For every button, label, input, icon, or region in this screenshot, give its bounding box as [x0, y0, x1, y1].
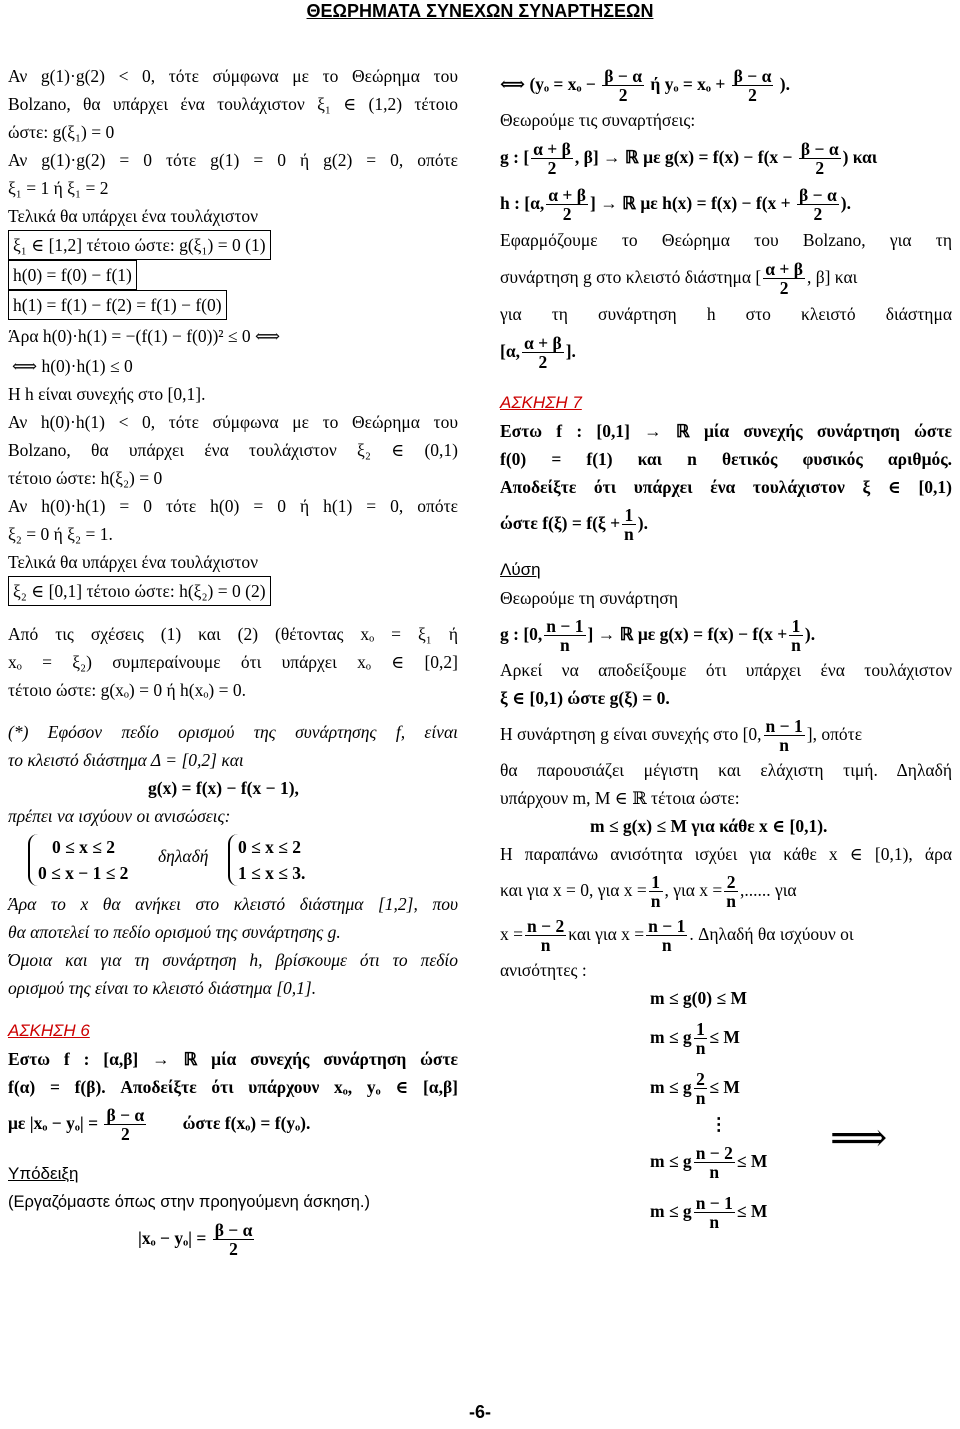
inequality-list	[500, 984, 952, 1236]
text-line: Από τις σχέσεις (1) και (2) (θέτοντας xₒ = ξ₁ ή	[8, 624, 458, 644]
fraction	[544, 617, 585, 654]
fraction-denominator: n	[709, 1212, 720, 1233]
formula-part: h : [α,	[500, 193, 545, 213]
fraction-numerator: 1	[622, 506, 636, 525]
fraction-denominator: n	[791, 635, 801, 656]
inequality	[650, 1136, 952, 1186]
fraction	[525, 917, 566, 954]
formula-part: , για x =	[664, 880, 723, 900]
exercise-line: f(α) = f(β). Αποδείξτε ότι υπάρχουν xₒ, yₒ ∈ [α,β]	[8, 1077, 458, 1097]
fraction	[104, 1106, 146, 1143]
fraction	[522, 334, 564, 371]
implies-arrow-icon: ⟹	[830, 1115, 888, 1160]
fraction-denominator: 2	[562, 204, 572, 225]
note-line: ορισμού της είναι το κλειστό διάστημα [0,1].	[8, 978, 317, 998]
exercise-line: με |xₒ − yₒ| =	[8, 1113, 99, 1133]
text-line: Τελικά θα υπάρχει ένα τουλάχιστον	[8, 552, 259, 572]
fraction-numerator: 2	[694, 1070, 708, 1089]
formula-part: . Δηλαδή θα ισχύουν οι	[689, 924, 854, 944]
fraction	[799, 140, 841, 177]
formula-part: ,...... για	[739, 880, 797, 900]
fraction-denominator: n	[695, 1038, 706, 1059]
exercise-line: f(0) = f(1) και n θετικός φυσικός αριθμός.	[500, 449, 952, 469]
text-line: Θεωρούμε τις συναρτήσεις:	[500, 110, 696, 130]
text-line: ξ₁ = 1 ή ξ₁ = 2	[8, 178, 109, 198]
fraction	[694, 1144, 735, 1181]
fraction-numerator: 2	[724, 873, 738, 892]
fraction-numerator: 1	[649, 873, 663, 892]
fraction-denominator: n	[624, 524, 634, 545]
note-line: το κλειστό διάστημα Δ = [0,2] και	[8, 750, 244, 770]
formula-part: ).	[637, 513, 648, 533]
fraction-denominator: n	[650, 891, 661, 912]
fraction-numerator: β − α	[800, 139, 839, 160]
formula-part: ⟺ (yₒ = xₒ −	[500, 74, 596, 94]
fraction	[213, 1221, 255, 1258]
formula-part: Η συνάρτηση g είναι συνεχής στο [0,	[500, 724, 762, 744]
formula-part: , β] και	[806, 267, 858, 287]
fraction-numerator: β − α	[214, 1220, 253, 1241]
text-line: ⟺ h(0)·h(1) ≤ 0	[12, 356, 133, 376]
formula-part: ].	[565, 341, 576, 361]
fraction-numerator: n − 2	[695, 1143, 733, 1164]
formula-part: g : [	[500, 147, 530, 167]
formula-part: m ≤ g	[650, 1201, 692, 1221]
fraction-numerator: 1	[789, 617, 803, 636]
system-line: 1 ≤ x ≤ 3.	[238, 863, 306, 883]
inequality	[650, 1062, 952, 1112]
inequality	[650, 1186, 952, 1236]
system-line: 0 ≤ x ≤ 2	[238, 837, 301, 857]
solution-heading: Λύση	[500, 560, 541, 579]
system-line: 0 ≤ x − 1 ≤ 2	[38, 863, 129, 883]
inequality: m ≤ g(0) ≤ M	[650, 988, 747, 1008]
fraction	[531, 140, 573, 177]
fraction-denominator: 2	[538, 352, 548, 373]
formula-part: , β] → ℝ με g(x) = f(x) − f(x −	[574, 147, 793, 167]
text-line: υπάρχουν m, M ∈ ℝ τέτοια ώστε:	[500, 788, 740, 808]
formula-part: συνάρτηση g στο κλειστό διάστημα [	[500, 267, 762, 287]
fraction-denominator: 2	[779, 278, 789, 299]
fraction-numerator: 1	[694, 1020, 708, 1039]
boxed-result-1: ξ₁ ∈ [1,2] τέτοιο ώστε: g(ξ₁) = 0 (1)	[8, 230, 271, 260]
system-b	[228, 834, 305, 886]
system-line: 0 ≤ x ≤ 2	[52, 837, 115, 857]
formula-part: ).	[840, 193, 851, 213]
formula-part: [α,	[500, 341, 520, 361]
fraction-denominator: 2	[229, 1239, 238, 1260]
note-line: Άρα το x θα ανήκει στο κλειστό διάστημα [1,2], που	[8, 894, 458, 914]
text-line: Αρκεί να αποδείξουμε ότι υπάρχει ένα τουλάχιστον	[500, 660, 952, 680]
text-line: τέτοιο ώστε: g(xₒ) = 0 ή h(xₒ) = 0.	[8, 680, 246, 700]
text-line: Η h είναι συνεχής στο [0,1].	[8, 384, 206, 404]
fraction-denominator: n	[661, 935, 672, 956]
formula-part: και για x = 0, για x =	[500, 880, 647, 900]
formula-part: ≤ M	[736, 1151, 768, 1171]
note-line: (*) Εφόσον πεδίο ορισμού της συνάρτησης f, είναι	[8, 722, 458, 742]
fraction-numerator: n − 1	[648, 916, 686, 937]
fraction-denominator: n	[709, 1162, 720, 1183]
exercise-6-heading: ΑΣΚΗΣΗ 6	[8, 1021, 90, 1040]
fraction-numerator: β − α	[733, 66, 772, 87]
formula-part: x =	[500, 924, 523, 944]
formula-part: και για x =	[568, 924, 645, 944]
note-line: θα αποτελεί το πεδίο ορισμού της συνάρτησης g.	[8, 922, 341, 942]
fraction	[602, 67, 644, 104]
formula-part: ) και	[842, 147, 878, 167]
fraction-denominator: n	[560, 635, 570, 656]
fraction-denominator: n	[779, 735, 790, 756]
exercise-line: Αποδείξτε ότι υπάρχει ένα τουλάχιστον ξ ∈ [0,1)	[500, 477, 952, 497]
text-line: Αν h(0)·h(1) = 0 τότε h(0) = 0 ή h(1) = 0, οπότε	[8, 496, 458, 516]
hint-formula: |xₒ − yₒ| =	[138, 1228, 207, 1248]
fraction-numerator: α + β	[548, 185, 586, 206]
formula-part: m ≤ g	[650, 1077, 692, 1097]
fraction	[622, 506, 636, 543]
fraction	[694, 1194, 735, 1231]
formula-part: ], οπότε	[806, 724, 863, 744]
fraction-denominator: n	[540, 935, 551, 956]
fraction-denominator: 2	[813, 204, 823, 225]
fraction-denominator: n	[726, 891, 736, 912]
hint-heading: Υπόδειξη	[8, 1164, 79, 1183]
fraction-numerator: n − 1	[546, 616, 584, 637]
text-line: Τελικά θα υπάρχει ένα τουλάχιστον	[8, 206, 259, 226]
system-a	[28, 834, 128, 886]
boxed-h1: h(1) = f(1) − f(2) = f(1) − f(0)	[8, 290, 227, 320]
text-line: xₒ = ξ₂) συμπεραίνουμε ότι υπάρχει xₒ ∈ [0,2]	[8, 652, 458, 672]
fraction	[764, 717, 805, 754]
page-title: ΘΕΩΡΗΜΑΤΑ ΣΥΝΕΧΩΝ ΣΥΝΑΡΤΗΣΕΩΝ	[306, 1, 654, 21]
boxed-h0: h(0) = f(0) − f(1)	[8, 260, 137, 290]
fraction	[649, 873, 663, 910]
text-line: ανισότητες :	[500, 960, 587, 980]
formula-part: ≤ M	[709, 1027, 740, 1047]
text-line: για τη συνάρτηση h στο κλειστό διάστημα	[500, 304, 952, 324]
formula-part: ≤ M	[736, 1201, 768, 1221]
fraction	[789, 617, 803, 654]
text-line: θα παρουσιάζει μέγιστη και ελάχιστη τιμή. Δηλαδή	[500, 760, 952, 780]
inequality-system	[8, 830, 458, 890]
right-column	[500, 62, 952, 1236]
formula-part: m ≤ g	[650, 1151, 692, 1171]
exercise-line: ώστε f(xₒ) = f(yₒ).	[182, 1113, 311, 1133]
left-column	[8, 62, 458, 1260]
text-line: Αν h(0)·h(1) < 0, τότε σύμφωνα με το Θεώρημα του	[8, 412, 458, 432]
exercise-line: Εστω f : [α,β] → ℝ μία συνεχής συνάρτηση ώστε	[8, 1049, 458, 1069]
text-line: Bolzano, θα υπάρχει ένα τουλάχιστον ξ₁ ∈ (1,2) τέτοιο	[8, 94, 458, 114]
formula-part: ] → ℝ με g(x) = f(x) − f(x +	[587, 624, 788, 644]
fraction	[763, 260, 805, 297]
fraction-numerator: α + β	[765, 259, 803, 280]
formula-part: ).	[779, 74, 790, 94]
fraction-denominator: 2	[547, 158, 557, 179]
text-line: Αν g(1)·g(2) < 0, τότε σύμφωνα με το Θεώρημα του	[8, 66, 458, 86]
note-line: πρέπει να ισχύουν οι ανισώσεις:	[8, 806, 231, 826]
fraction-denominator: 2	[815, 158, 825, 179]
formula-part: ώστε f(ξ) = f(ξ +	[500, 513, 621, 533]
fraction-numerator: n − 1	[695, 1193, 733, 1214]
inequality	[650, 1012, 952, 1062]
formula-part: m ≤ g	[650, 1027, 692, 1047]
text-line: ξ ∈ [0,1) ώστε g(ξ) = 0.	[500, 688, 670, 708]
fraction	[694, 1070, 708, 1107]
boxed-result-2: ξ₂ ∈ [0,1] τέτοιο ώστε: h(ξ₂) = 0 (2)	[8, 576, 271, 606]
fraction-numerator: β − α	[604, 66, 642, 87]
formula-part: g : [0,	[500, 624, 543, 644]
page-number: -6-	[469, 1402, 491, 1422]
text-line: Θεωρούμε τη συνάρτηση	[500, 588, 678, 608]
exercise-7-heading: ΑΣΚΗΣΗ 7	[500, 393, 582, 412]
fraction-denominator: 2	[618, 85, 628, 106]
hint-line: (Εργαζόμαστε όπως στην προηγούμενη άσκηση.)	[8, 1193, 370, 1211]
fraction	[724, 873, 738, 910]
fraction-numerator: β − α	[106, 1105, 145, 1126]
fraction-denominator: 2	[748, 85, 757, 106]
namely-word: δηλαδή	[158, 846, 209, 866]
text-line: ώστε: g(ξ₁) = 0	[8, 122, 115, 142]
fraction-numerator: n − 2	[527, 916, 565, 937]
text-line: ξ₂ = 0 ή ξ₂ = 1.	[8, 524, 113, 544]
fraction-numerator: β − α	[799, 185, 837, 206]
text-line: Αν g(1)·g(2) = 0 τότε g(1) = 0 ή g(2) = 0, οπότε	[8, 150, 458, 170]
fraction	[797, 186, 839, 223]
fraction-numerator: n − 1	[765, 716, 803, 737]
fraction-denominator: 2	[120, 1124, 130, 1145]
formula-part: ≤ M	[709, 1077, 740, 1097]
text-line: Εφαρμόζουμε το Θεώρημα του Bolzano, για τη	[500, 230, 952, 250]
text-line: Άρα h(0)·h(1) = −(f(1) − f(0))² ≤ 0 ⟺	[8, 326, 281, 346]
formula-part: ] → ℝ με h(x) = f(x) − f(x +	[590, 193, 791, 213]
text-line: τέτοιο ώστε: h(ξ₂) = 0	[8, 468, 163, 488]
vertical-dots: ⋮	[710, 1114, 728, 1134]
fraction-numerator: α + β	[523, 333, 562, 354]
text-line: Bolzano, θα υπάρχει ένα τουλάχιστον ξ₂ ∈ (0,1)	[8, 440, 458, 460]
fraction	[646, 917, 687, 954]
formula-part: ή yₒ = xₒ +	[650, 74, 726, 94]
text-line: Η παραπάνω ανισότητα ισχύει για κάθε x ∈ [0,1), άρα	[500, 844, 952, 864]
formula-part: ).	[804, 624, 816, 644]
note-line: Όμοια και για τη συνάρτηση h, βρίσκουμε ότι το πεδίο	[8, 950, 458, 970]
fraction-numerator: α + β	[533, 139, 571, 160]
formula-line: m ≤ g(x) ≤ M για κάθε x ∈ [0,1).	[590, 816, 828, 836]
fraction	[694, 1020, 708, 1057]
fraction-denominator: n	[695, 1088, 706, 1109]
fraction	[732, 67, 774, 104]
exercise-line: Εστω f : [0,1] → ℝ μία συνεχής συνάρτηση ώστε	[500, 421, 952, 441]
formula-line: g(x) = f(x) − f(x − 1),	[148, 778, 299, 798]
fraction	[546, 186, 588, 223]
